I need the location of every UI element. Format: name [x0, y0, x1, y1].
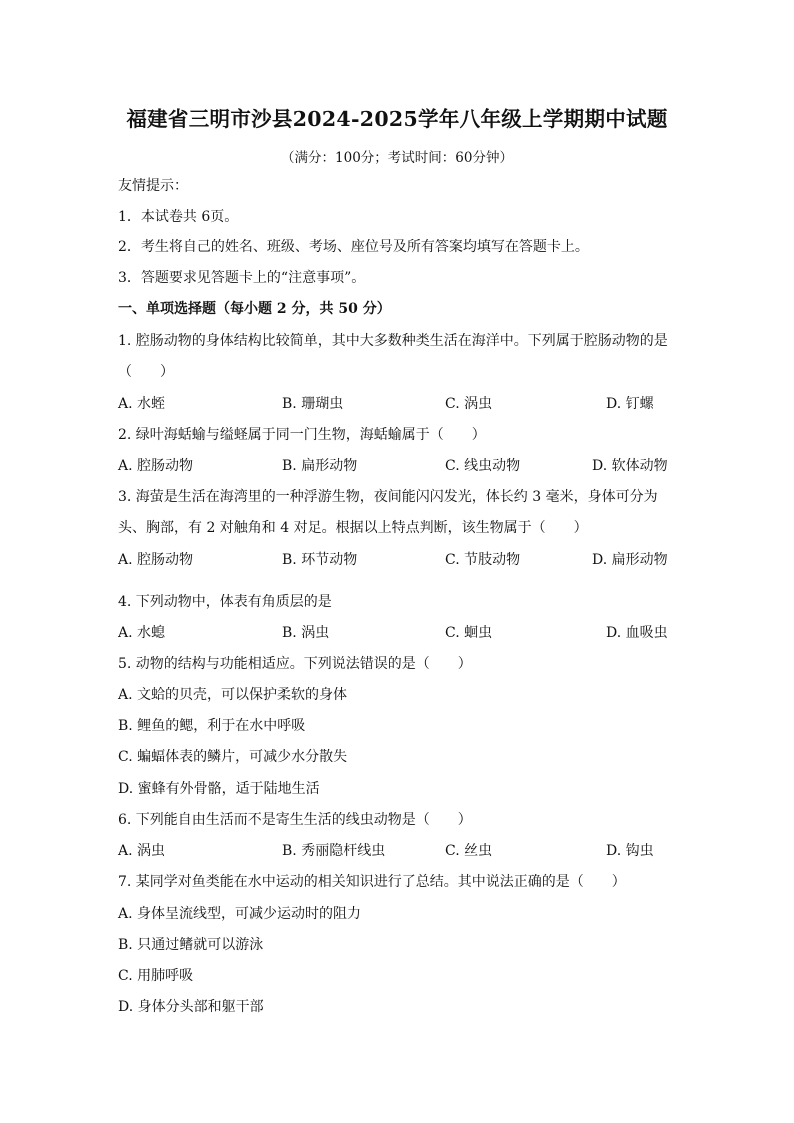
option-c: C. 节肢动物 — [445, 552, 521, 568]
option-a: A. 水蛭 — [118, 396, 166, 412]
question-stem: 头、胸部，有 2 对触角和 4 对足。根据以上特点判断，该生物属于（ ） — [118, 520, 588, 536]
option-d: D. 蜜蜂有外骨骼，适于陆地生活 — [118, 781, 320, 797]
option-d: D. 扁形动物 — [592, 552, 668, 568]
option-b: B. 环节动物 — [282, 552, 358, 568]
option-c: C. 用肺呼吸 — [118, 968, 194, 984]
option-c: C. 线虫动物 — [445, 458, 521, 474]
page-title: 福建省三明市沙县2024-2025学年八年级上学期期中试题 — [126, 107, 668, 131]
option-c: C. 蝙蝠体表的鳞片，可减少水分散失 — [118, 749, 348, 765]
question-stem: 6. 下列能自由生活而不是寄生生活的线虫动物是（ ） — [118, 812, 472, 828]
option-c: C. 丝虫 — [445, 843, 493, 859]
tips-heading: 友情提示： — [118, 178, 188, 194]
question-stem: 1. 腔肠动物的身体结构比较简单，其中大多数种类生活在海洋中。下列属于腔肠动物的是 — [118, 333, 668, 349]
question-stem: 7. 某同学对鱼类能在水中运动的相关知识进行了总结。其中说法正确的是（ ） — [118, 874, 626, 890]
option-a: A. 腔肠动物 — [118, 552, 194, 568]
question-stem: 4. 下列动物中，体表有角质层的是 — [118, 594, 332, 610]
option-c: C. 涡虫 — [445, 396, 493, 412]
option-b: B. 涡虫 — [282, 625, 330, 641]
option-a: A. 水螅 — [118, 625, 166, 641]
tip-item: 1．本试卷共 6页。 — [118, 209, 239, 225]
tip-item: 2．考生将自己的姓名、班级、考场、座位号及所有答案均填写在答题卡上。 — [118, 239, 589, 255]
option-d: D. 身体分头部和躯干部 — [118, 999, 264, 1015]
option-a: A. 腔肠动物 — [118, 458, 194, 474]
question-stem: 5. 动物的结构与功能相适应。下列说法错误的是（ ） — [118, 656, 472, 672]
option-d: D. 软体动物 — [592, 458, 668, 474]
option-b: B. 鲤鱼的鳃，利于在水中呼吸 — [118, 718, 306, 734]
question-stem: 2. 绿叶海蛞蝓与缢蛏属于同一门生物，海蛞蝓属于（ ） — [118, 427, 486, 443]
question-stem: （ ） — [118, 364, 174, 380]
option-a: A. 涡虫 — [118, 843, 166, 859]
option-b: B. 珊瑚虫 — [282, 396, 344, 412]
option-b: B. 扁形动物 — [282, 458, 358, 474]
option-d: D. 血吸虫 — [606, 625, 668, 641]
exam-info: （满分：100分；考试时间：60分钟） — [281, 150, 513, 166]
tip-item: 3．答题要求见答题卡上的“注意事项”。 — [118, 270, 366, 286]
option-a: A. 文蛤的贝壳，可以保护柔软的身体 — [118, 687, 348, 703]
option-b: B. 只通过鳍就可以游泳 — [118, 937, 264, 953]
option-d: D. 钉螺 — [606, 396, 654, 412]
option-a: A. 身体呈流线型，可减少运动时的阻力 — [118, 906, 362, 922]
section-heading: 一、单项选择题（每小题 2 分，共 50 分） — [118, 301, 391, 317]
question-stem: 3. 海萤是生活在海湾里的一种浮游生物，夜间能闪闪发光，体长约 3 毫米，身体可分为 — [118, 489, 658, 505]
option-c: C. 蛔虫 — [445, 625, 493, 641]
option-d: D. 钩虫 — [606, 843, 654, 859]
option-b: B. 秀丽隐杆线虫 — [282, 843, 386, 859]
